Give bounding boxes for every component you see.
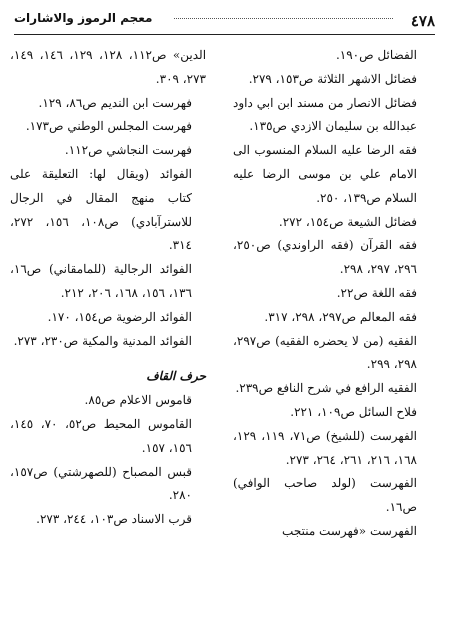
- section-heading: حرف القاف: [146, 369, 206, 384]
- running-title: معجم الرموز والاشارات: [14, 11, 153, 25]
- index-entry: فلاح السائل ص١٠٩، ٢٢١.: [290, 404, 417, 419]
- index-entry: الفهرست (لولد صاحب الوافي) ص١٦.: [233, 476, 417, 515]
- index-entry: الفهرست «فهرست منتجب: [282, 523, 417, 538]
- index-entry: الفقيه الرافع في شرح النافع ص٢٣٩.: [235, 381, 417, 396]
- index-entry: الفوائد (ويقال لها: التعليقة على كتاب منهج المقال في الرجال للاسترآبادي) ص١٠٨، ١٥٦، ٢٧٢، ٣١٤.: [10, 166, 193, 253]
- index-entry: قبس المصباح (للصهرشتي) ص١٥٧، ٢٨٠.: [10, 464, 192, 503]
- index-entry: القاموس المحيط ص٥٢، ٧٠، ١٤٥، ١٥٦، ١٥٧.: [10, 416, 192, 455]
- page-number: ٤٧٨: [410, 14, 435, 30]
- index-entry: الفهرست (للشيخ) ص٧١، ١١٩، ١٢٩، ١٦٨، ٢١٦، ٢٦١، ٢٦٤، ٢٧٣.: [233, 428, 418, 467]
- index-entry: فهرست النجاشي ص١١٢.: [64, 143, 192, 158]
- index-entry: فقه اللغة ص٢٢.: [336, 285, 417, 300]
- index-entry: فضائل الانصار من مسند ابن ابي داود عبدالله بن سليمان الازدي ص١٣٥.: [233, 95, 417, 134]
- index-entry: فقه المعالم ص٢٩٧، ٢٩٨، ٣١٧.: [264, 309, 417, 324]
- index-entry: فقه القرآن (فقه الراوندي) ص٢٥٠، ٢٩٦، ٢٩٧، ٢٩٨.: [233, 238, 417, 277]
- index-entry: فضائل الاشهر الثلاثة ص١٥٣، ٢٧٩.: [248, 71, 417, 86]
- index-entry: قاموس الاعلام ص٨٥.: [84, 393, 192, 408]
- index-entry: الفوائد المدنية والمكية ص٢٣٠، ٢٧٣.: [13, 333, 192, 348]
- index-entry: فقه الرضا عليه السلام المنسوب الى الامام علي بن موسى الرضا عليه السلام ص١٣٩، ٢٥٠.: [233, 143, 417, 205]
- index-entry: فهرست ابن النديم ص٨٦، ١٢٩.: [38, 95, 192, 110]
- header-dotted-leader: [174, 18, 393, 19]
- right-column: [233, 44, 431, 544]
- index-entry: الفضائل ص١٩٠.: [335, 48, 417, 62]
- page-header: [14, 8, 435, 35]
- index-entry: الفوائد الرضوية ص١٥٤، ١٧٠.: [47, 309, 192, 324]
- index-entry: الدين» ص١١٢، ١٢٨، ١٢٩، ١٤٦، ١٤٩، ٢٧٣، ٣٠٩.: [10, 48, 207, 86]
- index-entry: فهرست المجلس الوطني ص١٧٣.: [25, 119, 192, 134]
- index-entry: الفقيه (من لا يحضره الفقيه) ص٢٩٧، ٢٩٨، ٢٩٩.: [233, 333, 417, 372]
- index-entry: فضائل الشيعة ص١٥٤، ٢٧٢.: [278, 214, 417, 229]
- index-entry: الفوائد الرجالية (للمامقاني) ص١٦، ١٣٦، ١٥٦، ١٦٨، ٢٠٦، ٢١٢.: [10, 262, 192, 300]
- index-entry: قرب الاسناد ص١٠٣، ٢٤٤، ٢٧٣.: [36, 512, 192, 527]
- left-column: [10, 44, 206, 532]
